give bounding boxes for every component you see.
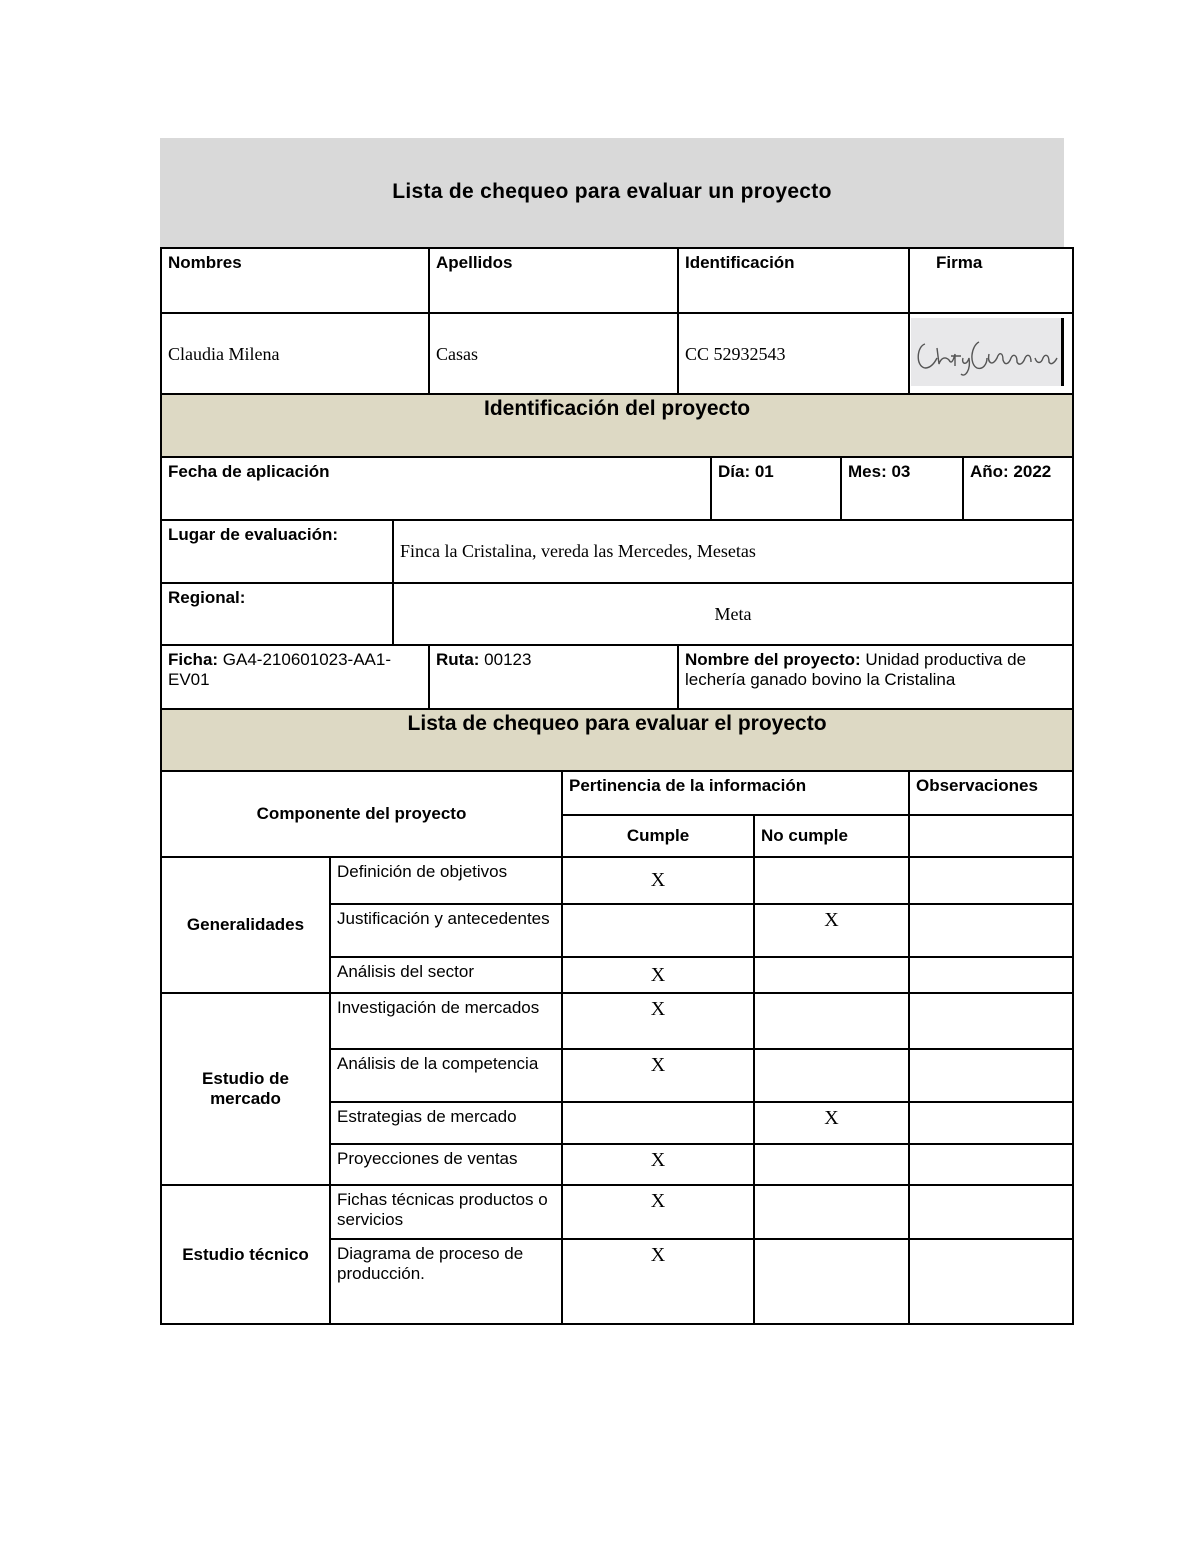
group-name: Generalidades [161,857,330,993]
observations-subheader [909,815,1073,857]
observation-cell [909,957,1073,993]
observation-cell [909,1102,1073,1144]
item-label: Análisis de la competencia [330,1049,562,1102]
project-section-title: Identificación del proyecto [161,394,1073,457]
item-label: Definición de objetivos [330,857,562,904]
place-value: Finca la Cristalina, vereda las Mercedes, Mesetas [393,520,1073,583]
cumple-mark: X [562,857,754,904]
title-band [160,138,1064,248]
item-label: Justificación y antecedentes [330,904,562,957]
cumple-mark: X [562,1239,754,1324]
ficha-cell [161,645,429,709]
cumple-mark [562,904,754,957]
observation-cell [909,1239,1073,1324]
observations-header: Observaciones [909,771,1073,815]
checklist-table [160,770,1074,1325]
day-value: Día: 01 [711,457,841,520]
id-header: Identificación [678,248,909,313]
project-name-cell [678,645,1073,709]
project-name-label: Nombre del proyecto: [685,650,861,669]
ficha-value: GA4-210601023-AA1-EV01 [168,650,392,689]
no-cumple-mark [754,1049,909,1102]
observation-cell [909,993,1073,1049]
no-cumple-mark [754,857,909,904]
meets-header: Cumple [562,815,754,857]
not-meets-header: No cumple [754,815,909,857]
signature-image [911,318,1064,386]
year-value: Año: 2022 [963,457,1073,520]
observation-cell [909,857,1073,904]
signature-header: Firma [909,248,1073,313]
item-label: Proyecciones de ventas [330,1144,562,1185]
observation-cell [909,1185,1073,1239]
signature-scribble [911,318,1061,386]
place-label: Lugar de evaluación: [161,520,393,583]
no-cumple-mark [754,957,909,993]
observation-cell [909,1049,1073,1102]
cumple-mark: X [562,957,754,993]
project-name-value: Unidad productiva de lechería ganado bovino la Cristalina [685,650,1027,689]
page-title: Lista de chequeo para evaluar un proyecto [392,180,832,203]
cumple-mark: X [562,1049,754,1102]
item-label: Estrategias de mercado [330,1102,562,1144]
surnames-header: Apellidos [429,248,678,313]
no-cumple-mark: X [754,904,909,957]
names-header: Nombres [161,248,429,313]
no-cumple-mark [754,993,909,1049]
project-table [160,393,1074,772]
no-cumple-mark [754,1144,909,1185]
ficha-label: Ficha: [168,650,219,669]
cumple-mark: X [562,993,754,1049]
id-value: CC 52932543 [678,313,909,395]
cumple-mark: X [562,1185,754,1239]
month-value: Mes: 03 [841,457,963,520]
item-label: Diagrama de proceso de producción. [330,1239,562,1324]
no-cumple-mark [754,1185,909,1239]
ruta-value: 00123 [479,650,532,669]
application-date-label: Fecha de aplicación [161,457,711,520]
surnames-value: Casas [429,313,678,395]
observation-cell [909,1144,1073,1185]
component-header: Componente del proyecto [161,771,562,857]
regional-label: Regional: [161,583,393,645]
item-label: Fichas técnicas productos o servicios [330,1185,562,1239]
names-value: Claudia Milena [161,313,429,395]
observation-cell [909,904,1073,957]
group-name: Estudio de mercado [161,993,330,1185]
no-cumple-mark [754,1239,909,1324]
checklist-section-title: Lista de chequeo para evaluar el proyecto [161,709,1073,771]
regional-value: Meta [393,583,1073,645]
group-name: Estudio técnico [161,1185,330,1324]
ruta-label: Ruta: [436,650,480,669]
no-cumple-mark: X [754,1102,909,1144]
item-label: Investigación de mercados [330,993,562,1049]
pertinence-header: Pertinencia de la información [562,771,909,815]
cumple-mark: X [562,1144,754,1185]
item-label: Análisis del sector [330,957,562,993]
cumple-mark [562,1102,754,1144]
ruta-cell [429,645,678,709]
